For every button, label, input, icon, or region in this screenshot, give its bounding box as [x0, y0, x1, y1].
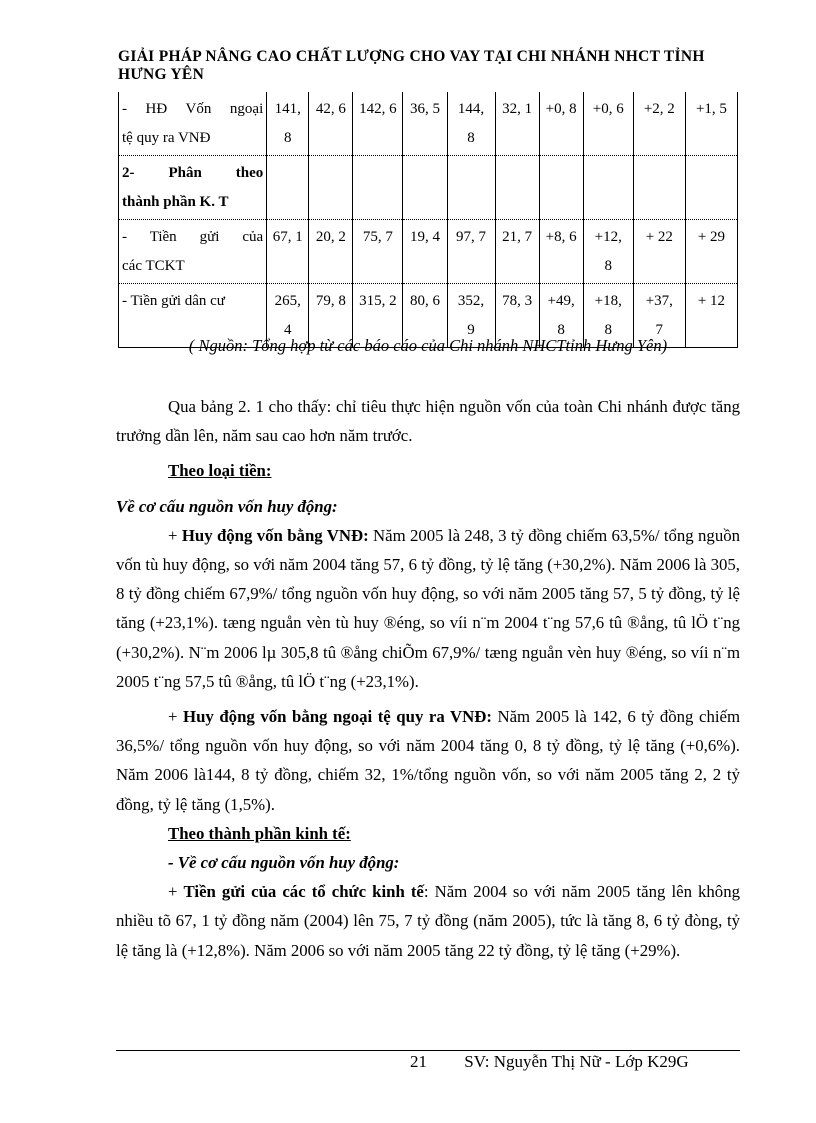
paragraph-lead-vnd: Huy động vốn bằng VNĐ: [181, 525, 369, 545]
table-cell: +0, 6 [583, 92, 633, 156]
heading-capital-structure-2: - Về cơ cấu nguồn vốn huy động: [168, 853, 400, 873]
footer-student: SV: Nguyễn Thị Nữ - Lớp K29G [464, 1052, 689, 1071]
footer-divider [116, 1050, 740, 1051]
row-label [119, 92, 267, 156]
heading-capital-structure-1: Về cơ cấu nguồn vốn huy động: [116, 496, 338, 516]
paragraph-economic-orgs [116, 877, 740, 965]
table-cell: + 12 [685, 284, 737, 348]
table-row [119, 92, 738, 156]
table-cell: +37, 7 [633, 284, 685, 348]
table-cell [267, 156, 309, 220]
table-cell: +49, 8 [539, 284, 583, 348]
table-cell [495, 156, 539, 220]
table-cell [403, 156, 447, 220]
heading-by-currency: Theo loại tiền: [168, 461, 272, 481]
table-cell: 42, 6 [309, 92, 353, 156]
table-cell [539, 156, 583, 220]
page-number: 21 [410, 1052, 427, 1071]
table-cell: 97, 7 [447, 220, 495, 284]
table-cell: 315, 2 [353, 284, 403, 348]
table-source-caption: ( Nguồn: Tổng hợp từ các báo cáo của Chi nhánh NHCTtỉnh Hưng Yên) [188, 336, 668, 355]
table-cell: 141, 8 [267, 92, 309, 156]
paragraph-summary: Qua bảng 2. 1 cho thấy: chỉ tiêu thực hiện nguồn vốn của toàn Chi nhánh được tăng trưởng dần lên, năm sau cao hơn năm trước. [116, 397, 740, 446]
paragraph-prefix: + [168, 525, 182, 545]
table-cell: +8, 6 [539, 220, 583, 284]
table-cell: 78, 3 [495, 284, 539, 348]
table-cell: +1, 5 [685, 92, 737, 156]
table-cell: + 29 [685, 220, 737, 284]
capital-structure-table [118, 92, 738, 348]
table-cell: +0, 8 [539, 92, 583, 156]
heading-by-economic-sector: Theo thành phần kinh tế: [168, 823, 351, 843]
table-cell [447, 156, 495, 220]
table-cell: 79, 8 [309, 284, 353, 348]
table-cell: 20, 2 [309, 220, 353, 284]
row-label [119, 220, 267, 284]
table-cell: 80, 6 [403, 284, 447, 348]
table-cell [309, 156, 353, 220]
paragraph-lead-foreign: Huy động vốn bằng ngoại tệ quy ra VNĐ: [183, 707, 492, 727]
row-label-line: - Tiền gửi của [122, 229, 264, 245]
paragraph-text-vnd: Năm 2005 là 248, 3 tỷ đồng chiếm 63,5%/ tổng nguồn vốn tù huy động, so với năm 2004 tăng 57, 6 tỷ đồng, tỷ lệ tăng (+30,2%). Năm 2006 là 305, 8 tỷ đồng chiếm 67,9%/ tổng nguồn vốn huy động, so với năm 2005 tăng 57, 5 tỷ đồng, tỷ lệ tăng (+23,1%). tæng nguån vèn tù huy ®éng, so víi n¨m 2004 t¨ng 57,6 tû ®ång, tû lÖ t¨ng (+30,2%). N¨m 2006 lµ 305,8 tû ®ång chiÕm 67,9%/ tæng nguån vèn huy ®éng, so víi n¨m 2005 t¨ng 57,5 tû ®ång, tû lÖ t¨ng (+23,1%). [116, 525, 740, 691]
table-cell: 265, 4 [267, 284, 309, 348]
table-cell: +2, 2 [633, 92, 685, 156]
table-cell: 21, 7 [495, 220, 539, 284]
table-cell: 36, 5 [403, 92, 447, 156]
page-header-title: GIẢI PHÁP NÂNG CAO CHẤT LƯỢNG CHO VAY TẠI CHI NHÁNH NHCT TỈNH HƯNG YÊN [118, 48, 705, 83]
table-cell: 19, 4 [403, 220, 447, 284]
table-row [119, 156, 738, 220]
row-label [119, 156, 267, 220]
table-cell [583, 156, 633, 220]
table-cell: +12, 8 [583, 220, 633, 284]
body-text [116, 392, 740, 965]
table-cell [685, 156, 737, 220]
row-label-line: - Tiền gửi dân cư [122, 293, 225, 309]
page-footer [410, 1052, 689, 1072]
table-row [119, 220, 738, 284]
paragraph-vnd-mobilization [116, 521, 740, 696]
paragraph-prefix: + [168, 882, 184, 902]
table-cell: + 22 [633, 220, 685, 284]
table-cell: 142, 6 [353, 92, 403, 156]
row-label-line: - HĐ Vốn ngoại [122, 101, 264, 117]
table-cell: 352, 9 [447, 284, 495, 348]
table-cell: 144, 8 [447, 92, 495, 156]
row-label-line: thành phần K. T [122, 194, 229, 210]
table-cell: +18, 8 [583, 284, 633, 348]
row-label-line: 2- Phân theo [122, 165, 264, 181]
table-cell: 32, 1 [495, 92, 539, 156]
paragraph-prefix: + [168, 707, 184, 727]
table-cell: 75, 7 [353, 220, 403, 284]
table-cell: 67, 1 [267, 220, 309, 284]
paragraph-lead-orgs: Tiền gửi của các tổ chức kinh tế [183, 882, 424, 902]
paragraph-foreign-currency [116, 702, 740, 819]
row-label-line: tệ quy ra VNĐ [122, 130, 211, 146]
paragraph-text-orgs: : Năm 2004 so với năm 2005 tăng lên không nhiều tõ 67, 1 tỷ đồng năm (2004) lên 75, 7 tỷ đồng (năm 2005), tức là tăng 8, 6 tỷ đòng, tỷ lệ tăng là (+12,8%). Năm 2006 so với năm 2005 tăng 22 tỷ đồng, tỷ lệ tăng (+29%). [116, 882, 740, 960]
table-cell [353, 156, 403, 220]
paragraph-text-foreign: Năm 2005 là 142, 6 tỷ đồng chiếm 36,5%/ tổng nguồn vốn huy động, so với năm 2004 tăng 0, 8 tỷ đồng, tỷ lệ tăng (+0,6%). Năm 2006 là144, 8 tỷ đồng, chiếm 32, 1%/tổng nguồn vốn, so với năm 2005 tăng 2, 2 tỷ đồng, tỷ lệ tăng (1,5%). [116, 707, 740, 814]
row-label-line: các TCKT [122, 258, 185, 274]
table-cell [633, 156, 685, 220]
